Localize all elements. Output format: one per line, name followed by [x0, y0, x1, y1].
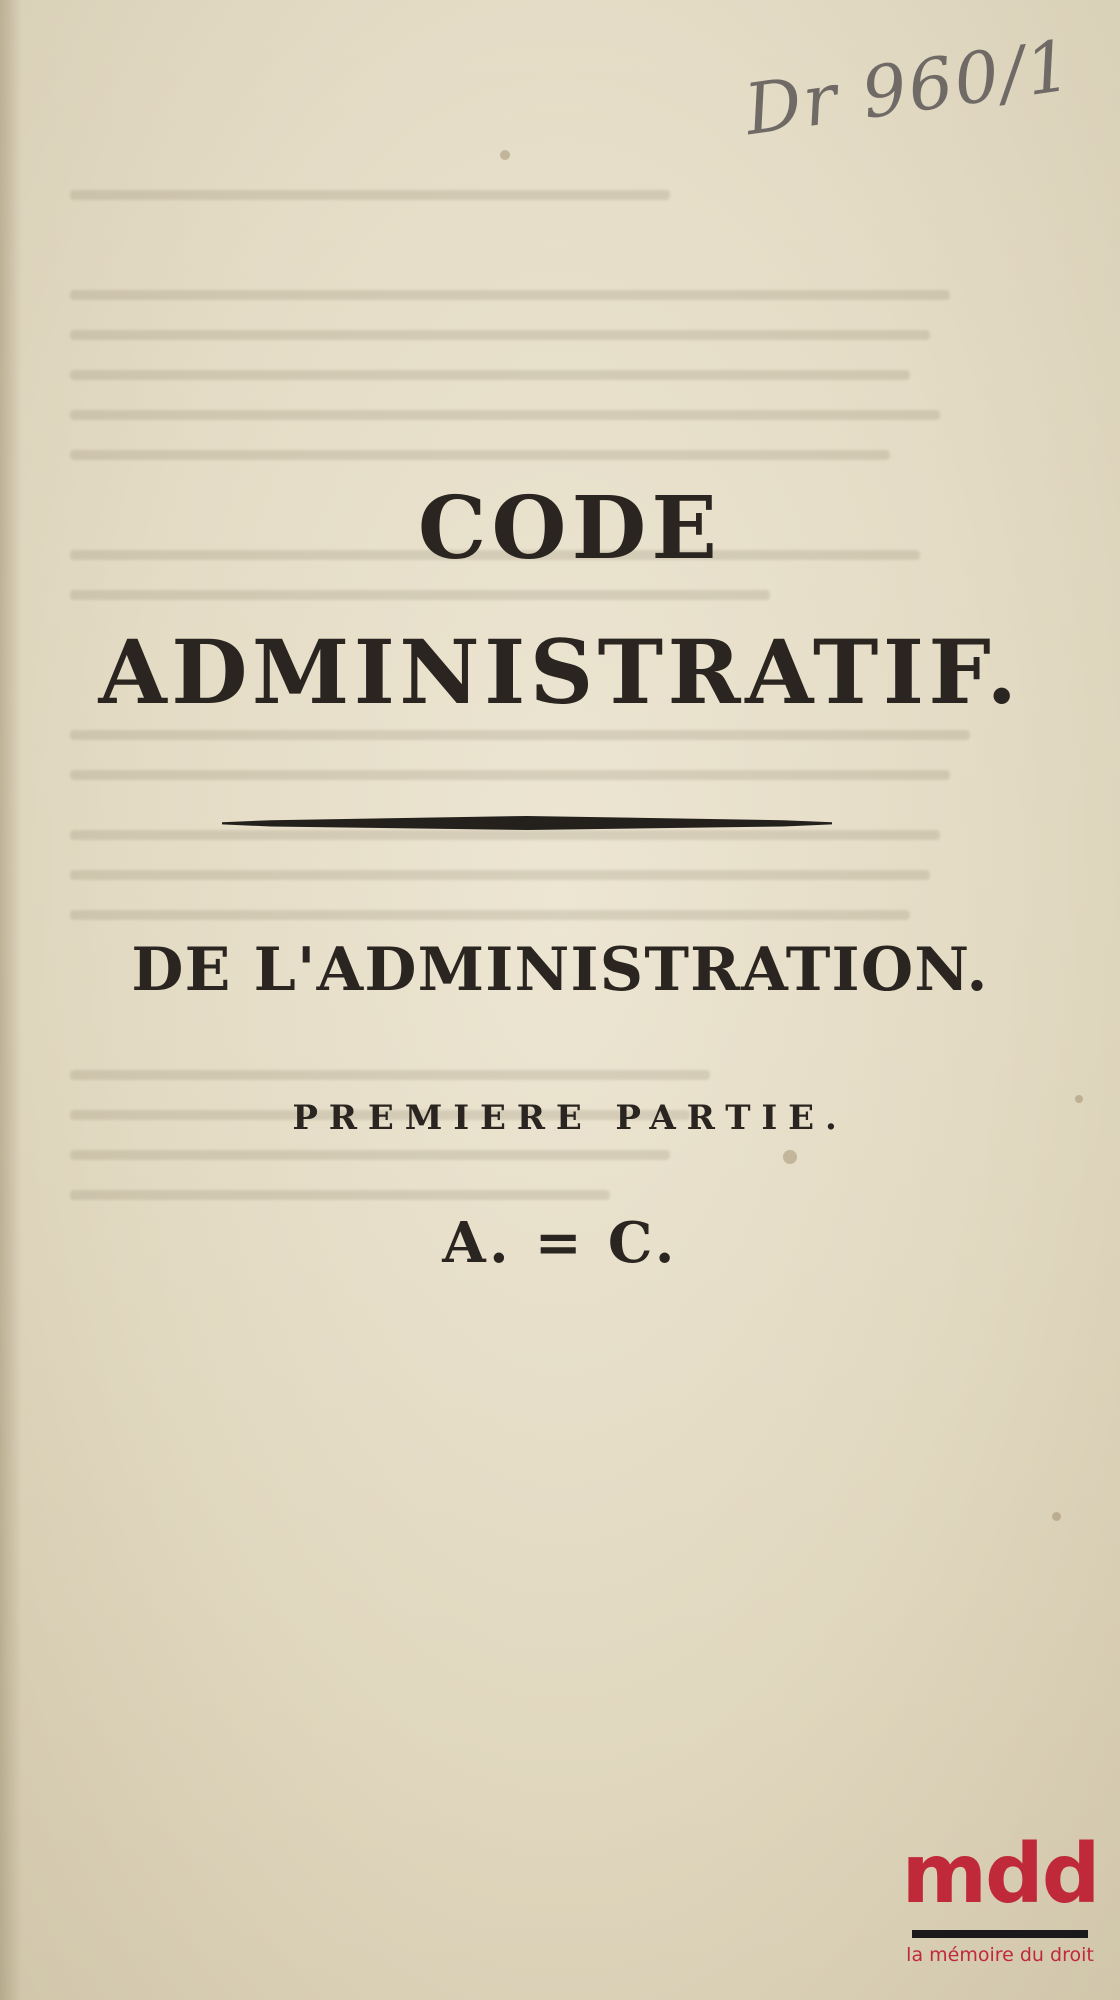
mdd-logo-bar: [912, 1930, 1088, 1938]
foxing-spot: [500, 150, 510, 160]
mdd-logo: [900, 1827, 1100, 1980]
mdd-logo-caption: la mémoire du droit: [906, 1944, 1094, 1966]
foxing-spot: [1052, 1512, 1061, 1521]
subtitle: DE L'ADMINISTRATION.: [131, 935, 989, 1005]
foxing-spot: [783, 1150, 797, 1164]
mdd-logo-word: mdd: [901, 1827, 1099, 1922]
title-line-1: CODE: [417, 478, 723, 579]
alphabetical-range: A. = C.: [442, 1210, 678, 1276]
shelfmark-text: Dr 960/1: [740, 24, 1078, 152]
title-line-2: ADMINISTRATIF.: [98, 620, 1022, 724]
part-label: PREMIERE PARTIE.: [292, 1098, 848, 1138]
handwritten-shelfmark: [740, 24, 1078, 210]
